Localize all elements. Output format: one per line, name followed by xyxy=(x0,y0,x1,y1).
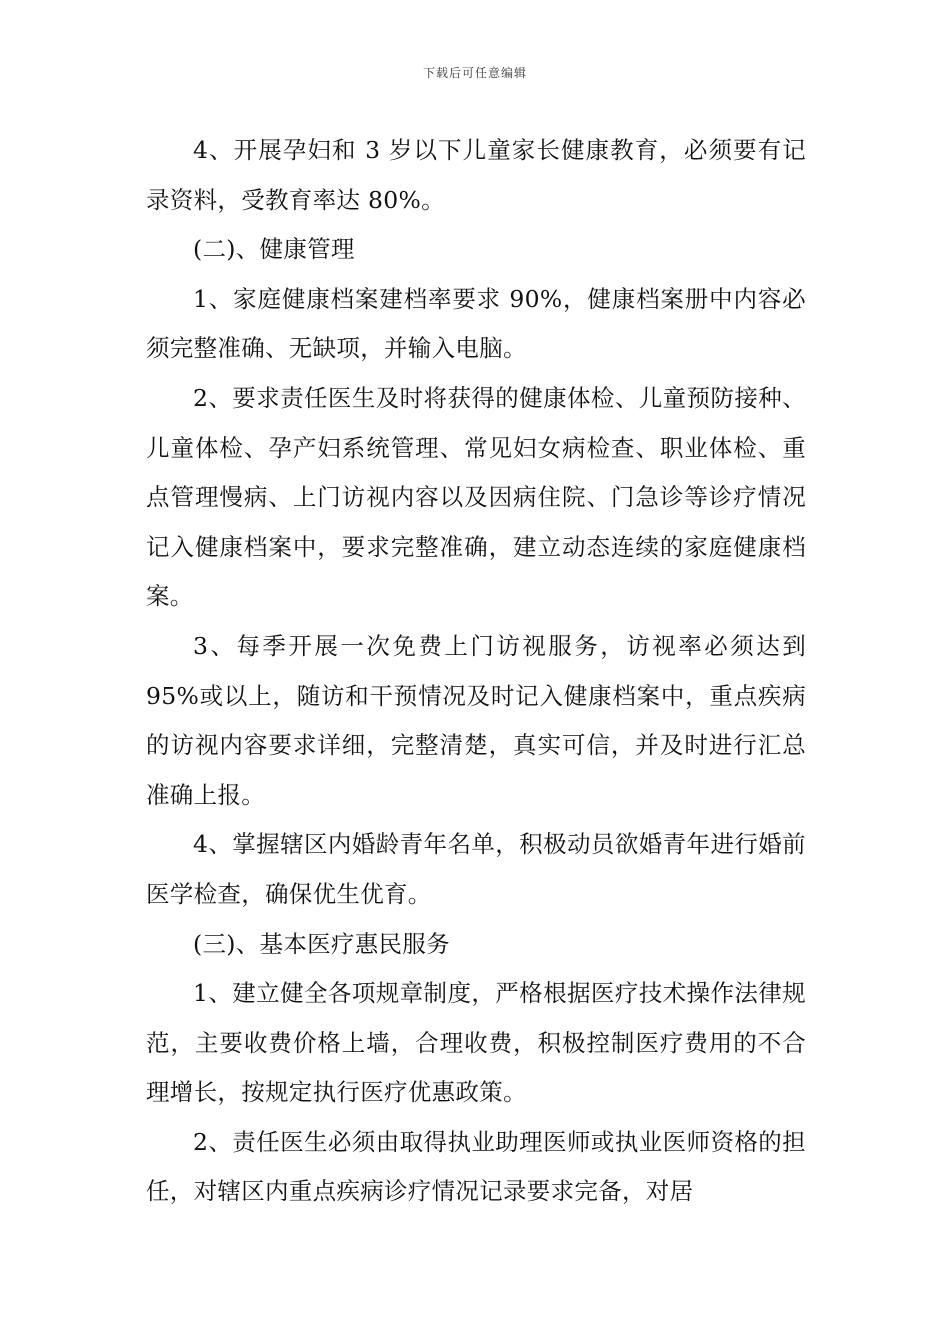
paragraph-item-4-premarital-check: 4、掌握辖区内婚龄青年名单，积极动员欲婚青年进行婚前医学检查，确保优生优育。 xyxy=(146,830,806,908)
document-body xyxy=(146,126,806,1217)
paragraph-item-4-education: 4、开展孕妇和 3 岁以下儿童家长健康教育，必须要有记录资料，受教育率达 80%。 xyxy=(146,136,806,214)
section-heading-health-management: (二)、健康管理 xyxy=(193,235,355,264)
page-header: 下载后可任意编辑 xyxy=(422,66,527,80)
section-heading-basic-medical: (三)、基本医疗惠民服务 xyxy=(193,929,450,958)
paragraph-item-2-qualified-doctor: 2、责任医生必须由取得执业助理医师或执业医师资格的担任，对辖区内重点疾病诊疗情况记录要求完备，对居 xyxy=(146,1127,806,1206)
paragraph-item-1-health-records: 1、家庭健康档案建档率要求 90%，健康档案册中内容必须完整准确、无缺项，并输入电脑。 xyxy=(146,284,806,363)
paragraph-item-2-responsible-doctor: 2、要求责任医生及时将获得的健康体检、儿童预防接种、儿童体检、孕产妇系统管理、常见妇女病检查、职业体检、重点管理慢病、上门访视内容以及因病住院、门急诊等诊疗情况记入健康档案中，要求完整准确，建立动态连续的家庭健康档案。 xyxy=(146,383,806,611)
paragraph-item-3-home-visits: 3、每季开展一次免费上门访视服务，访视率必须达到 95%或以上，随访和干预情况及时记入健康档案中，重点疾病的访视内容要求详细，完整清楚，真实可信，并及时进行汇总准确上报。 xyxy=(146,631,806,809)
paragraph-item-1-regulations: 1、建立健全各项规章制度，严格根据医疗技术操作法律规范，主要收费价格上墙，合理收费，积极控制医疗费用的不合理增长，按规定执行医疗优惠政策。 xyxy=(146,979,806,1107)
